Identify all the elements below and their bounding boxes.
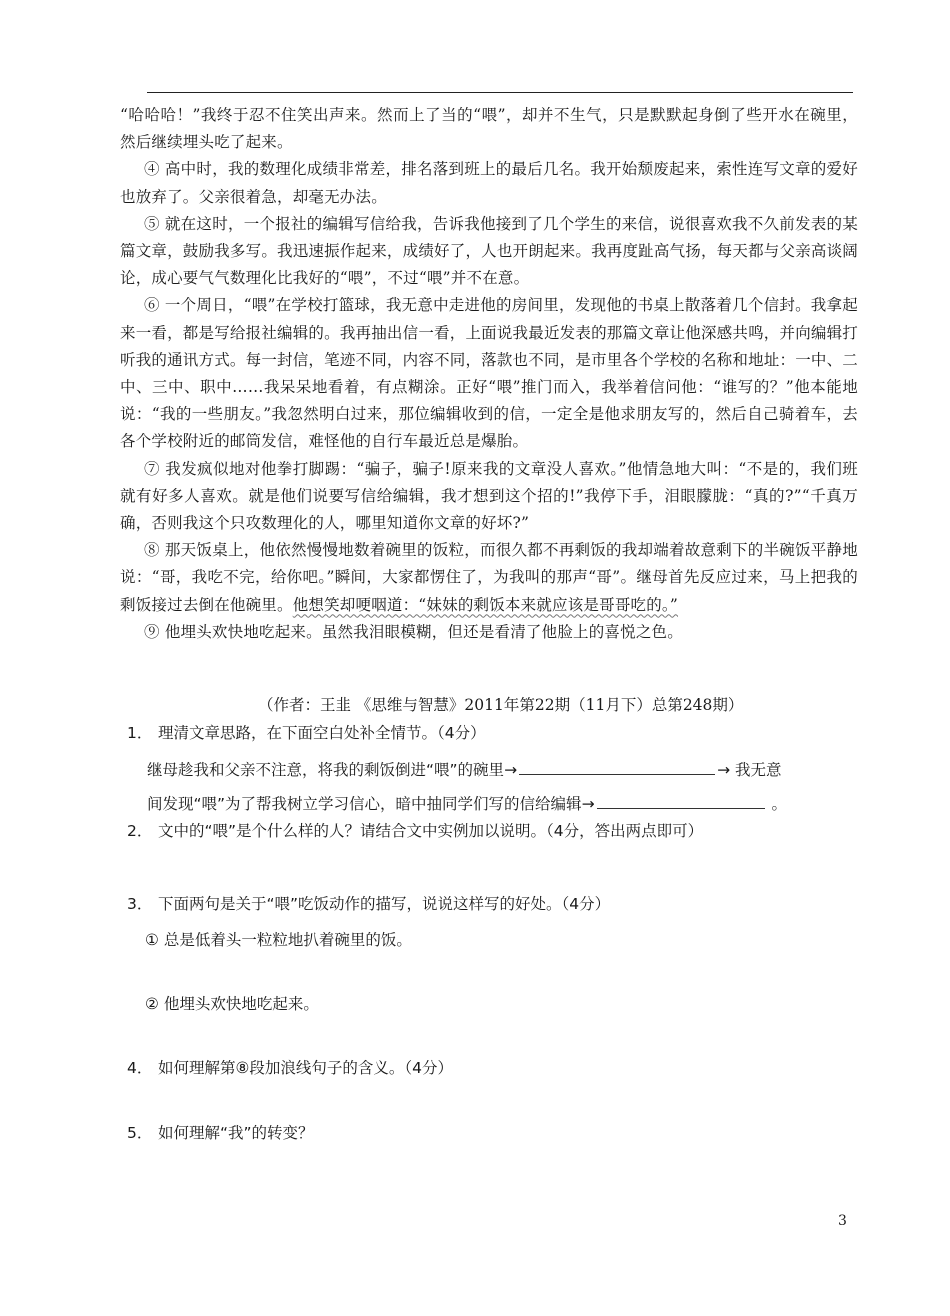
paragraph-6: ⑥ 一个周日，“喂”在学校打篮球，我无意中走进他的房间里，发现他的书桌上散落着几个信封。我拿起来一看，都是写给报社编辑的。我再抽出信一看，上面说我最近发表的那篇文章让他深感共鸣，并向编辑打听我的通讯方式。每一封信，笔迹不同，内容不同，落款也不同，是市里各个学校的名称和地址：一中、二中、三中、职中……我呆呆地看着，有点糊涂。正好“喂”推门而入，我举着信问他：“谁写的？”他本能地说：“我的一些朋友。”我忽然明白过来，那位编辑收到的信，一定全是他求朋友写的，然后自己骑着车，去各个学校附近的邮筒发信，难怪他的自行车最近总是爆胎。 (120, 296, 858, 451)
question-1 (127, 722, 862, 744)
question-4-number: 4． (127, 1059, 153, 1077)
fill-line-1-end: 我无意 (735, 761, 782, 779)
question-3-number: 3． (127, 895, 153, 913)
question-3-text: 下面两句是关于“喂”吃饭动作的描写，说说这样写的好处。（4分） (158, 895, 611, 913)
paragraph-7: ⑦ 我发疯似地对他拳打脚踢：“骗子，骗子!原来我的文章没人喜欢。”他情急地大叫：“不是的，我们班就有好多人喜欢。就是他们说要写信给编辑，我才想到这个招的!”我停下手，泪眼朦胧：“真的?”“千真万确，否则我这个只攻数理化的人，哪里知道你文章的好坏?” (120, 459, 858, 533)
question-3-item-1: ① 总是低着头一粒粒地扒着碗里的饭。 (145, 931, 412, 949)
question-3-item-2: ② 他埋头欢快地吃起来。 (145, 995, 319, 1013)
paragraph-9: ⑨ 他埋头欢快地吃起来。虽然我泪眼模糊，但还是看清了他脸上的喜悦之色。 (144, 622, 683, 641)
source-citation: （作者：王韭 《思维与智慧》2011年第22期（11月下）总第248期） (258, 696, 744, 714)
paragraph-continuation: “哈哈哈！”我终于忍不住笑出声来。然而上了当的“喂”，却并不生气，只是默默起身倒了些开水在碗里，然后继续埋头吃了起来。 (120, 106, 858, 152)
question-5-number: 5． (127, 1124, 153, 1142)
fill-line-2-text: 间发现“喂”为了帮我树立学习信心，暗中抽同学们写的信给编辑 (147, 795, 582, 813)
answer-blank-2[interactable] (597, 792, 765, 809)
question-1-text: 理清文章思路，在下面空白处补全情节。（4分） (158, 724, 486, 742)
arrow-icon: → (717, 761, 731, 779)
question-4 (127, 1057, 862, 1079)
question-1-number: 1． (127, 724, 153, 742)
paragraph-5: ⑤ 就在这时，一个报社的编辑写信给我，告诉我他接到了几个学生的来信，说很喜欢我不久前发表的某篇文章，鼓励我多写。我迅速振作起来，成绩好了，人也开朗起来。我再度趾高气扬，每天都与父亲高谈阔论，成心要气气数理化比我好的“喂”，不过“喂”并不在意。 (120, 214, 858, 288)
question-5-text: 如何理解“我”的转变？ (158, 1124, 314, 1142)
question-1-fill-line-2 (147, 792, 862, 815)
story-text (120, 102, 858, 646)
question-5 (127, 1122, 862, 1144)
question-2-number: 2． (127, 822, 153, 840)
paragraph-8 (120, 537, 858, 619)
paragraph-4: ④ 高中时，我的数理化成绩非常差，排名落到班上的最后几名。我开始颓废起来，索性连写文章的爱好也放弃了。父亲很着急，却毫无办法。 (120, 160, 858, 206)
header-rule (147, 92, 853, 93)
question-1-fill-line-1 (147, 758, 862, 781)
arrow-icon: → (504, 761, 518, 779)
arrow-icon: → (581, 795, 595, 813)
question-3 (127, 893, 862, 915)
question-2-text: 文中的“喂”是个什么样的人？请结合文中实例加以说明。（4分，答出两点即可） (158, 822, 704, 840)
question-4-text: 如何理解第⑧段加浪线句子的含义。（4分） (158, 1059, 454, 1077)
paragraph-8-text: ⑧ 那天饭桌上，他依然慢慢地数着碗里的饭粒，而很久都不再剩饭的我却端着故意剩下的半碗饭平静地说：“哥，我吃不完，给你吧。”瞬间，大家都愣住了，为我叫的那声“哥”。继母首先反应过来，马上把我的剩饭接过去倒在他碗里。 (120, 541, 858, 614)
fill-line-2-end: 。 (771, 795, 788, 813)
fill-line-1-text: 继母趁我和父亲不注意，将我的剩饭倒进“喂”的碗里 (147, 761, 505, 779)
page-number: 3 (838, 1213, 847, 1229)
question-2 (127, 820, 862, 842)
answer-blank-1[interactable] (519, 758, 715, 775)
wavy-underlined-sentence: 他想笑却哽咽道：“妹妹的剩饭本来就应该是哥哥吃的。” (292, 595, 679, 614)
